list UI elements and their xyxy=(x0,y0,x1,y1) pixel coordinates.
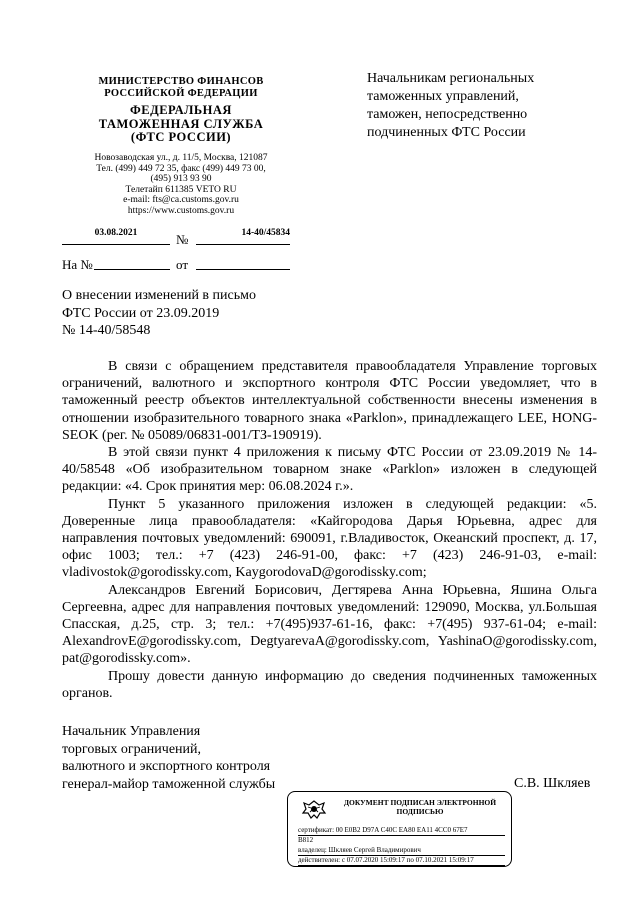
ministry-name: МИНИСТЕРСТВО ФИНАНСОВ РОССИЙСКОЙ ФЕДЕРАЦИИ xyxy=(98,76,264,99)
stamp-validity: действителен: с 07.07.2020 15:09:17 по 07.10.2021 15:09:17 xyxy=(298,855,505,866)
sender-address: Новозаводская ул., д. 11/5, Москва, 121087 Тел. (499) 449 72 35, факс (499) 449 73 00, (495) 913 93 90 Телетайп 611385 VETO RU e-mail: fts@ca.customs.gov.ru https://www.customs.gov.ru xyxy=(94,153,268,216)
reference-prefix: На № xyxy=(62,257,93,272)
body-paragraph: Пункт 5 указанного приложения изложен в следующей редакции: «5. Доверенные лица правообладателя: «Кайгородова Дарья Юрьевна, адрес для направления почтовых уведомлений: 690091, г.Владивосток, Океанский проспект, д. 17, офис 1003; тел.: +7 (423) 246-91-00, факс: +7 (423) 246-91-03, e-mail: vladivostok@gorodissky.com, KaygorodovaD@gorodissky.com; xyxy=(62,496,597,581)
letter-body xyxy=(62,358,597,702)
stamp-owner: владелец: Шкляев Сергей Владимирович xyxy=(298,845,505,856)
signatory-name: С.В. Шкляев xyxy=(514,776,591,791)
letter-subject: О внесении изменений в письмо ФТС России от 23.09.2019 № 14-40/58548 xyxy=(62,288,256,338)
coat-of-arms-icon xyxy=(300,798,328,822)
body-paragraph: Александров Евгений Борисович, Дегтярева Анна Юрьевна, Яшина Ольга Сергеевна, адрес для направления почтовых уведомлений: 129090, Москва, ул.Большая Спасская, д.25, стр. 3; тел.: +7(495)937-61-16, факс: +7(495) 937-61-04; e-mail: AlexandrovE@gorodissky.com, DegtyarevaA@gorodissky.com, YashinaO@gorodissky.com, pat@gorodissky.com». xyxy=(62,582,597,667)
registration-date: 03.08.2021 xyxy=(62,228,170,245)
reference-number-line xyxy=(94,253,170,270)
signatory-title: Начальник Управления торговых ограничений, валютного и экспортного контроля генерал-майор таможенной службы xyxy=(62,724,276,792)
reference-date-line xyxy=(196,253,290,270)
registration-number: 14-40/45834 xyxy=(196,228,290,245)
body-paragraph: Прошу довести данную информацию до сведения подчиненных таможенных органов. xyxy=(62,668,597,701)
reference-from: от xyxy=(176,257,189,272)
registration-number-sign: № xyxy=(176,232,189,247)
stamp-title: ДОКУМЕНТ ПОДПИСАН ЭЛЕКТРОННОЙ ПОДПИСЬЮ xyxy=(343,798,497,816)
electronic-signature-stamp xyxy=(287,791,512,867)
stamp-certificate: сертификат: 00 E0B2 D97A C40C EA80 EA11 4CC0 67E7 xyxy=(298,825,505,836)
addressee: Начальникам региональных таможенных управлений, таможен, непосредственно подчиненных ФТС России xyxy=(367,71,535,140)
stamp-certificate-cont: B812 xyxy=(298,836,314,844)
body-paragraph: В этой связи пункт 4 приложения к письму ФТС России от 23.09.2019 № 14-40/58548 «Об изобразительном товарном знаке «Parklon» изложен в следующей редакции: «4. Срок принятия мер: 06.08.2024 г.». xyxy=(62,445,597,495)
service-name: ФЕДЕРАЛЬНАЯ ТАМОЖЕННАЯ СЛУЖБА (ФТС РОССИИ) xyxy=(98,103,264,144)
body-paragraph: В связи с обращением представителя правообладателя Управление торговых ограничений, валютного и экспортного контроля ФТС России уведомляет, что в таможенный реестр объектов интеллектуальной собственности внесены изменения в отношении изобразительного товарного знака «Parklon», принадлежащего LEE, HONG-SEOK (рег. № 05089/06831-001/ТЗ-190919). xyxy=(62,359,597,443)
